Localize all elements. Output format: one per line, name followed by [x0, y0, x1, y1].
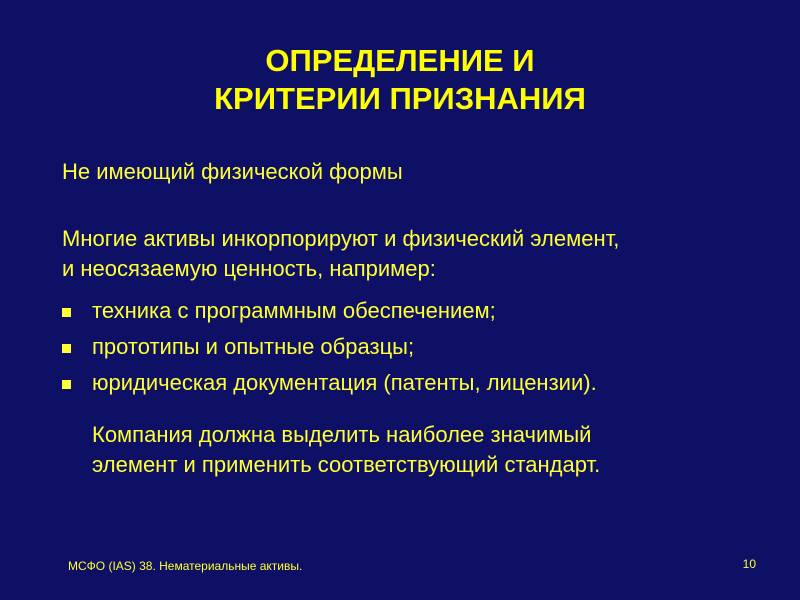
conclusion-line-2: элемент и применить соответствующий стандарт. [92, 452, 601, 477]
bullet-text: юридическая документация (патенты, лицензии). [92, 370, 597, 395]
title-line-2: КРИТЕРИИ ПРИЗНАНИЯ [214, 81, 586, 116]
title-line-1: ОПРЕДЕЛЕНИЕ И [265, 43, 535, 78]
slide-footer: МСФО (IAS) 38. Нематериальные активы. [68, 559, 303, 573]
bullet-text: прототипы и опытные образцы; [92, 334, 415, 359]
intro-line-1: Многие активы инкорпорируют и физический элемент, [62, 226, 620, 251]
intro-line-2: и неосязаемую ценность, например: [62, 256, 436, 281]
intro-paragraph [62, 224, 619, 284]
slide-title [0, 42, 800, 118]
bullet-list [62, 296, 597, 404]
conclusion-paragraph [92, 420, 600, 480]
page-number: 10 [742, 557, 756, 571]
bullet-text: техника с программным обеспечением; [92, 298, 496, 323]
bullet-item [62, 332, 597, 368]
conclusion-line-1: Компания должна выделить наиболее значимый [92, 422, 592, 447]
square-bullet-icon [62, 344, 71, 353]
square-bullet-icon [62, 380, 71, 389]
bullet-item [62, 296, 597, 332]
bullet-item [62, 368, 597, 404]
square-bullet-icon [62, 308, 71, 317]
subtitle: Не имеющий физической формы [62, 159, 403, 184]
